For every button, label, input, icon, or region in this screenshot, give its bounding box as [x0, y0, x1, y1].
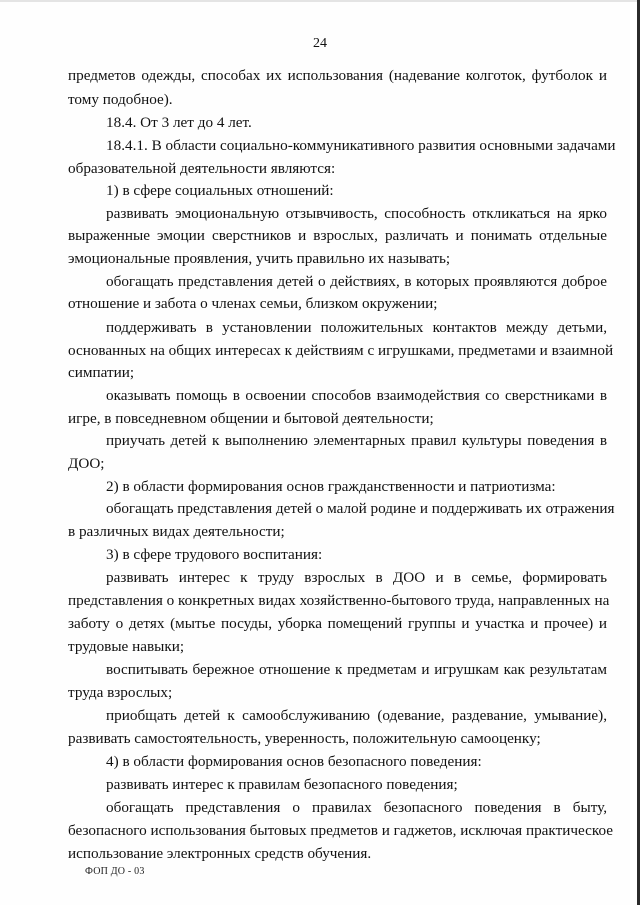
text-line: приобщать детей к самообслуживанию (одевание, раздевание, умывание), — [106, 707, 607, 724]
text-line: ДОО; — [68, 455, 105, 472]
text-line: безопасного использования бытовых предметов и гаджетов, исключая практическое — [68, 822, 613, 839]
text-line: развивать интерес к труду взрослых в ДОО и в семье, формировать — [106, 569, 607, 586]
text-line: 18.4. От 3 лет до 4 лет. — [106, 114, 252, 131]
text-line: обогащать представления детей о действиях, в которых проявляются доброе — [106, 273, 607, 290]
document-footer-code: ФОП ДО - 03 — [85, 866, 145, 877]
text-line: развивать интерес к правилам безопасного поведения; — [106, 776, 458, 793]
text-line: предметов одежды, способах их использования (надевание колготок, футболок и — [68, 67, 607, 84]
text-line: трудовые навыки; — [68, 638, 185, 655]
text-line: основанных на общих интересах к действиям с игрушками, предметами и взаимной — [68, 342, 614, 359]
page-number: 24 — [313, 36, 327, 51]
text-line: 4) в области формирования основ безопасного поведения: — [106, 753, 482, 770]
scan-top-edge — [0, 0, 640, 2]
text-line: отношение и забота о членах семьи, близком окружении; — [68, 295, 438, 312]
text-line: симпатии; — [68, 364, 135, 381]
text-line: воспитывать бережное отношение к предметам и игрушкам как результатам — [106, 661, 607, 678]
text-line: образовательной деятельности являются: — [68, 160, 336, 177]
text-line: заботу о детях (мытье посуды, уборка помещений группы и участка и прочее) и — [68, 615, 607, 632]
text-line: эмоциональные проявления, учить правильно их называть; — [68, 250, 451, 267]
text-line: 3) в сфере трудового воспитания: — [106, 546, 323, 563]
text-line: развивать самостоятельность, уверенность, положительную самооценку; — [68, 730, 541, 747]
text-line: игре, в повседневном общении и бытовой деятельности; — [68, 410, 434, 427]
text-line: поддерживать в установлении положительных контактов между детьми, — [106, 319, 607, 336]
text-line: обогащать представления о правилах безопасного поведения в быту, — [106, 799, 607, 816]
text-line: выраженные эмоции сверстников и взрослых, различать и понимать отдельные — [68, 227, 607, 244]
text-line: представления о конкретных видах хозяйственно-бытового труда, направленных на — [68, 592, 610, 609]
text-line: обогащать представления детей о малой родине и поддерживать их отражения — [106, 500, 615, 517]
text-line: приучать детей к выполнению элементарных правил культуры поведения в — [106, 432, 607, 449]
text-line: использование электронных средств обучения. — [68, 845, 372, 862]
text-line: оказывать помощь в освоении способов взаимодействия со сверстниками в — [106, 387, 607, 404]
text-line: 1) в сфере социальных отношений: — [106, 182, 334, 199]
text-line: 2) в области формирования основ гражданственности и патриотизма: — [106, 478, 556, 495]
text-line: в различных видах деятельности; — [68, 523, 285, 540]
text-line: 18.4.1. В области социально-коммуникативного развития основными задачами — [106, 137, 616, 154]
text-line: развивать эмоциональную отзывчивость, способность откликаться на ярко — [106, 205, 607, 222]
text-line: труда взрослых; — [68, 684, 173, 701]
text-line: тому подобное). — [68, 91, 173, 108]
